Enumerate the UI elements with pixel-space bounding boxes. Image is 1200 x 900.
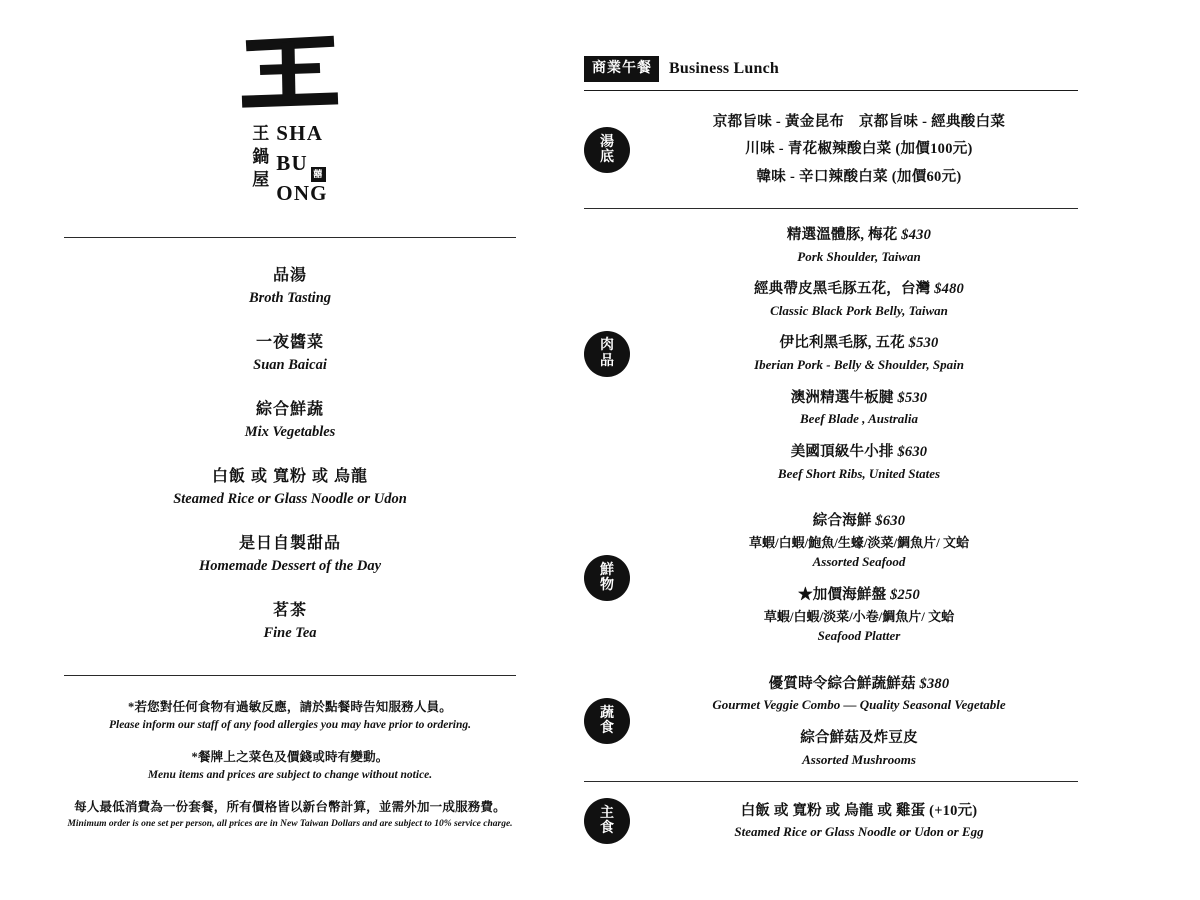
badge-char-1: 主 xyxy=(600,805,614,821)
brand-latin-2: BU xyxy=(276,151,308,176)
menu-item-zh xyxy=(640,388,1078,410)
badge-char-1: 湯 xyxy=(600,134,614,150)
meat-badge xyxy=(584,331,630,377)
set-item xyxy=(199,532,381,578)
footnote-en: Minimum order is one set per person, all prices are in New Taiwan Dollars and are subject to 10% service charge. xyxy=(67,818,513,829)
menu-item-zh xyxy=(640,225,1078,247)
menu-item xyxy=(640,511,1078,572)
seafood-badge xyxy=(584,555,630,601)
menu-item-en: Seafood Platter xyxy=(817,628,901,644)
set-item-en: Mix Vegetables xyxy=(244,424,336,441)
menu-item-name: 伊比利黑毛豚, 五花 xyxy=(779,335,905,352)
badge-char-2: 底 xyxy=(600,150,614,166)
footnote-en: Menu items and prices are subject to change without notice. xyxy=(147,768,433,781)
menu-item-name: 綜合海鮮 xyxy=(812,513,872,530)
vegetable-badge xyxy=(584,698,630,744)
divider-bottom xyxy=(64,675,516,676)
staple-en: Steamed Rice or Glass Noodle or Udon or Egg xyxy=(734,824,984,840)
brand-cjk-3: 屋 xyxy=(252,170,270,190)
menu-item xyxy=(640,674,1078,715)
badge-char-1: 蔬 xyxy=(600,705,614,721)
set-item-zh: 是日自製甜品 xyxy=(238,534,341,552)
menu-item-zh xyxy=(640,728,1078,750)
footnote-en: Please inform our staff of any food allergies you may have prior to ordering. xyxy=(108,718,472,731)
vegetable-body xyxy=(640,674,1078,770)
menu-item-zh xyxy=(640,333,1078,355)
menu-item-name: 經典帶皮黑毛豚五花，台灣 xyxy=(753,281,931,298)
badge-char-2: 食 xyxy=(600,721,614,737)
menu-item xyxy=(640,728,1078,769)
set-item-zh: 品湯 xyxy=(272,267,307,285)
menu-item-name: 澳洲精選牛板腱 xyxy=(790,389,894,406)
brand-latin-1: SHA xyxy=(276,121,324,145)
menu-item-en: Iberian Pork - Belly & Shoulder, Spain xyxy=(754,357,964,373)
menu-item-en: Gourmet Veggie Combo — Quality Seasonal Vegetable xyxy=(712,697,1006,713)
left-column xyxy=(0,0,560,900)
brand-wordmark-latin xyxy=(276,122,327,205)
footnote xyxy=(67,798,512,831)
menu-item-zh xyxy=(640,279,1078,301)
business-lunch-en: Business Lunch xyxy=(669,59,779,77)
staple-section xyxy=(584,782,1078,854)
seafood-body xyxy=(640,511,1078,646)
seafood-section xyxy=(584,495,1078,658)
soup-line: 韓味 - 辛口辣酸白菜 (加價60元) xyxy=(756,169,962,186)
set-item xyxy=(253,331,327,377)
staple-badge xyxy=(584,798,630,844)
set-course-list xyxy=(60,264,520,645)
set-item-zh: 茗茶 xyxy=(272,601,307,619)
menu-item-detail: 草蝦/白蝦/淡菜/小卷/鯛魚片/ 文蛤 xyxy=(763,608,955,624)
menu-item-price: $630 xyxy=(897,443,928,460)
menu-item-price: $480 xyxy=(934,281,965,298)
set-item xyxy=(249,264,331,310)
soup-base-badge xyxy=(584,127,630,173)
menu-item-name: 優質時令綜合鮮蔬鮮菇 xyxy=(768,675,916,692)
menu-item-price: $380 xyxy=(919,675,950,692)
menu-item-price: $250 xyxy=(890,586,920,603)
menu-item-price: $530 xyxy=(897,389,928,406)
menu-item-name: ★加價海鮮盤 xyxy=(798,586,887,603)
right-column xyxy=(560,0,1200,900)
menu-item xyxy=(640,279,1078,320)
wang-kanji-logo-icon xyxy=(238,32,342,112)
menu-item-en: Assorted Seafood xyxy=(812,554,906,570)
menu-item-price: $530 xyxy=(908,335,939,352)
brand-cjk-1: 王 xyxy=(252,124,270,143)
menu-item xyxy=(640,585,1078,646)
badge-char-2: 品 xyxy=(600,354,614,370)
set-item xyxy=(245,398,336,444)
set-item xyxy=(263,599,316,645)
set-item-en: Suan Baicai xyxy=(253,357,327,374)
menu-item-zh xyxy=(640,674,1078,696)
set-item-zh: 一夜醬菜 xyxy=(255,334,324,352)
brand-logo xyxy=(238,32,342,205)
footnote xyxy=(109,698,471,734)
badge-char-2: 物 xyxy=(600,578,614,594)
soup-line: 京都旨味 - 黃金昆布 京都旨味 - 經典酸白菜 xyxy=(712,113,1006,130)
badge-char-1: 肉 xyxy=(600,338,614,354)
set-item-zh: 白飯 或 寬粉 或 烏龍 xyxy=(211,468,368,485)
business-lunch-header xyxy=(584,56,1078,91)
footnote-zh: 每人最低消費為一份套餐，所有價格皆以新台幣計算，並需外加一成服務費。 xyxy=(74,799,506,814)
badge-char-1: 鮮 xyxy=(600,562,614,578)
brand-wordmark-cjk xyxy=(252,122,269,191)
meat-body xyxy=(640,225,1078,483)
menu-item xyxy=(640,442,1078,483)
menu-item-en: Beef Blade , Australia xyxy=(800,411,918,427)
set-item xyxy=(173,465,407,511)
footnote xyxy=(148,748,432,784)
badge-char-2: 食 xyxy=(600,821,614,837)
brand-latin-3: ONG xyxy=(276,181,328,206)
set-item-en: Fine Tea xyxy=(263,625,317,642)
menu-item-zh xyxy=(640,585,1078,607)
menu-item-en: Classic Black Pork Belly, Taiwan xyxy=(770,302,948,318)
menu-item-name: 精選溫體豚, 梅花 xyxy=(786,226,898,243)
staple-zh: 白飯 或 寬粉 或 烏龍 或 雞蛋 (+10元) xyxy=(740,802,978,819)
meat-section xyxy=(584,209,1078,495)
menu-item-price: $630 xyxy=(875,513,906,530)
menu-item-en: Pork Shoulder, Taiwan xyxy=(797,248,921,264)
divider-top xyxy=(64,237,516,238)
menu-item-name: 綜合鮮菇及炸豆皮 xyxy=(800,729,918,746)
footnote-zh: *若您對任何食物有過敏反應，請於點餐時告知服務人員。 xyxy=(128,699,452,714)
set-item-zh: 綜合鮮蔬 xyxy=(255,401,324,419)
brand-wordmark xyxy=(252,122,327,205)
menu-item-price: $430 xyxy=(901,226,932,243)
menu-item-en: Assorted Mushrooms xyxy=(802,751,916,767)
menu-item-detail: 草蝦/白蝦/鮑魚/生蠔/淡菜/鯛魚片/ 文蛤 xyxy=(749,534,969,550)
business-lunch-zh: 商業午餐 xyxy=(584,56,659,82)
menu-item-zh xyxy=(640,442,1078,464)
menu-item xyxy=(640,388,1078,429)
set-item-en: Broth Tasting xyxy=(248,290,332,307)
menu-item-en: Beef Short Ribs, United States xyxy=(777,465,941,481)
set-item-en: Homemade Dessert of the Day xyxy=(198,558,382,575)
menu-item xyxy=(640,333,1078,374)
brand-stamp-icon: 囍 xyxy=(311,167,326,182)
menu-item-zh xyxy=(640,511,1078,533)
menu-item xyxy=(640,225,1078,266)
soup-line: 川味 - 青花椒辣酸白菜 (加價100元) xyxy=(745,141,973,158)
footnotes xyxy=(60,698,520,831)
soup-base-section xyxy=(584,91,1078,208)
brand-cjk-2: 鍋 xyxy=(252,147,270,167)
staple-body xyxy=(640,801,1078,842)
footnote-zh: *餐牌上之菜色及價錢或時有變動。 xyxy=(191,749,389,764)
menu-item-name: 美國頂級牛小排 xyxy=(790,443,894,460)
soup-base-body xyxy=(640,109,1078,192)
set-item-en: Steamed Rice or Glass Noodle or Udon xyxy=(173,491,407,508)
vegetable-section xyxy=(584,658,1078,782)
